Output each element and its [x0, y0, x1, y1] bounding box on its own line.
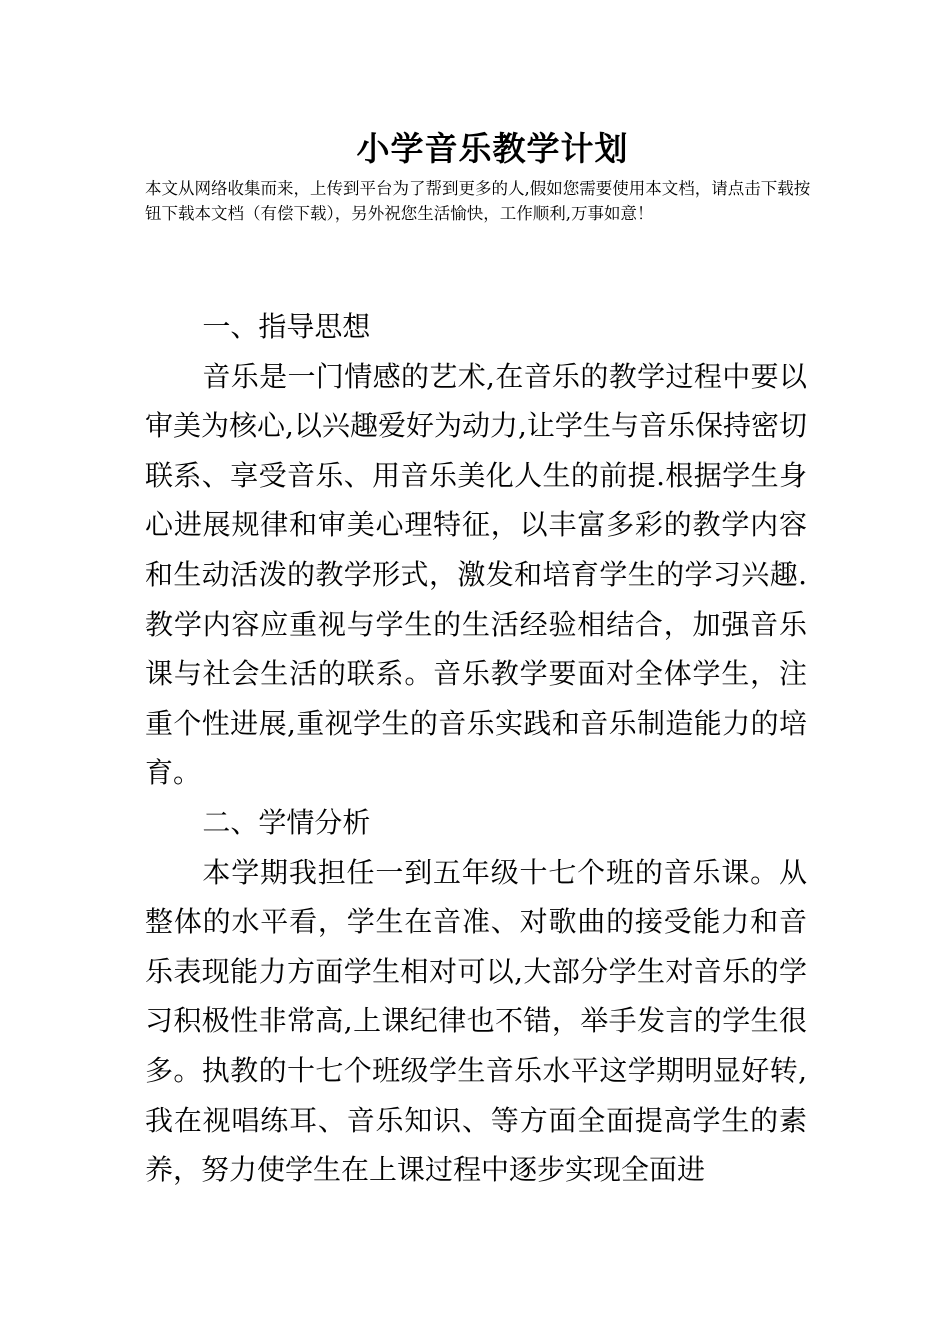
section-heading-student-analysis: 二、学情分析	[202, 805, 371, 839]
document-body	[145, 302, 807, 1195]
section-heading-guiding-ideology: 一、指导思想	[202, 310, 371, 343]
download-notice: 本文从网络收集而来，上传到平台为了帮到更多的人,假如您需要使用本文档，请点击下载按钮下载本文档（有偿下载），另外祝您生活愉快，工作顺利,万事如意！	[145, 179, 811, 223]
document-title: 小学音乐教学计划	[356, 129, 629, 168]
paragraph-guiding-ideology: 音乐是一门情感的艺术,在音乐的教学过程中要以审美为核心,以兴趣爱好为动力,让学生与音乐保持密切联系、享受音乐、用音乐美化人生的前提.根据学生身心进展规律和审美心理特征，以丰富多彩的教学内容和生动活泼的教学形式，激发和培育学生的学习兴趣.教学内容应重视与学生的生活经验相结合，加强音乐课与社会生活的联系。音乐教学要面对全体学生，注重个性进展,重视学生的音乐实践和音乐制造能力的培育。	[145, 359, 807, 790]
paragraph-student-analysis: 本学期我担任一到五年级十七个班的音乐课。从整体的水平看，学生在音准、对歌曲的接受能力和音乐表现能力方面学生相对可以,大部分学生对音乐的学习积极性非常高,上课纪律也不错，举手发言的学生很多。执教的十七个班级学生音乐水平这学期明显好转,我在视唱练耳、音乐知识、等方面全面提高学生的素养，努力使学生在上课过程中逐步实现全面进	[145, 855, 807, 1187]
